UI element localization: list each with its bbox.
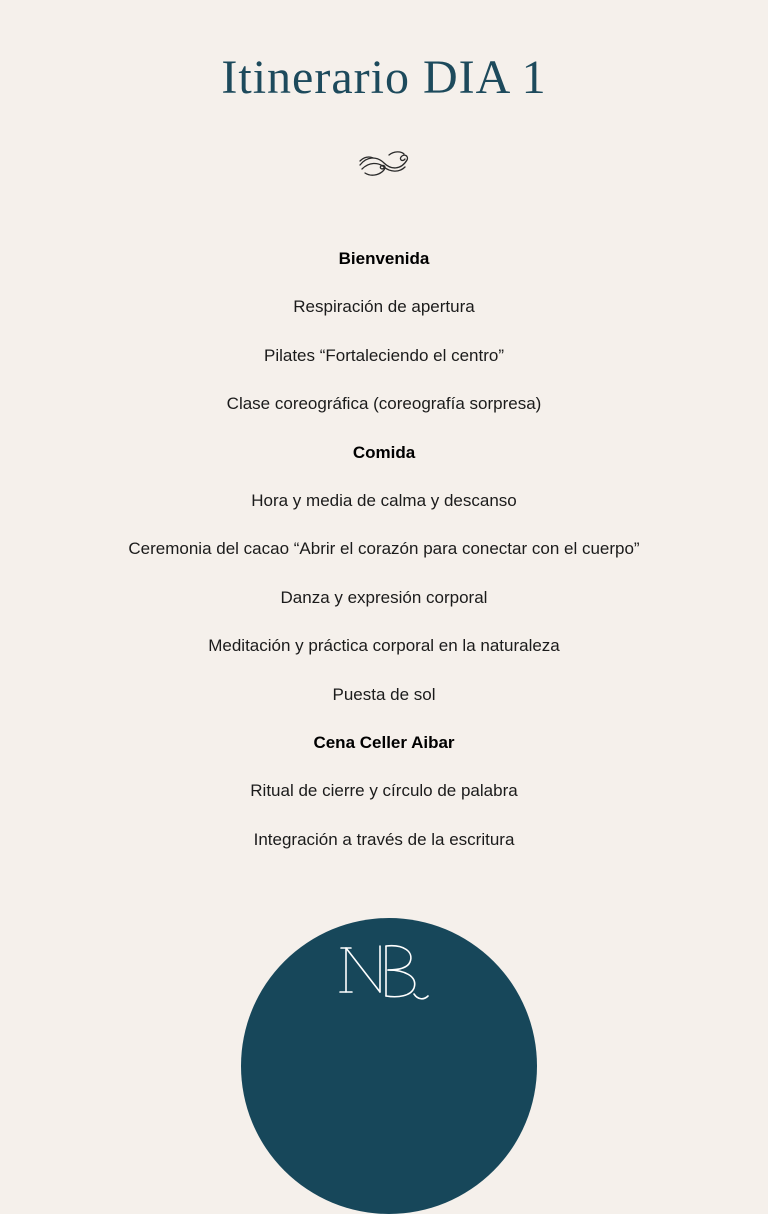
itinerary-item: Respiración de apertura	[293, 297, 475, 317]
page-title: Itinerario DIA 1	[221, 51, 547, 104]
itinerary-item: Hora y media de calma y descanso	[251, 490, 517, 510]
ornamental-flourish-icon	[357, 146, 411, 180]
itinerary-item: Danza y expresión corporal	[280, 587, 488, 607]
itinerary-item: Ritual de cierre y círculo de palabra	[250, 781, 518, 801]
itinerary-item: Puesta de sol	[332, 684, 436, 704]
nb-monogram-logo	[332, 938, 436, 1004]
itinerary-item: Integración a través de la escritura	[253, 829, 515, 849]
section-heading: Cena Celler Aibar	[313, 732, 455, 752]
itinerary-item: Pilates “Fortaleciendo el centro”	[263, 345, 504, 365]
itinerary-item: Meditación y práctica corporal en la naturaleza	[208, 636, 560, 656]
itinerary-list	[0, 246, 768, 875]
section-heading: Comida	[352, 442, 416, 462]
itinerary-item: Clase coreográfica (coreografía sorpresa)	[226, 394, 542, 414]
section-heading: Bienvenida	[338, 249, 430, 268]
itinerary-item: Ceremonia del cacao “Abrir el corazón para conectar con el cuerpo”	[128, 539, 640, 559]
